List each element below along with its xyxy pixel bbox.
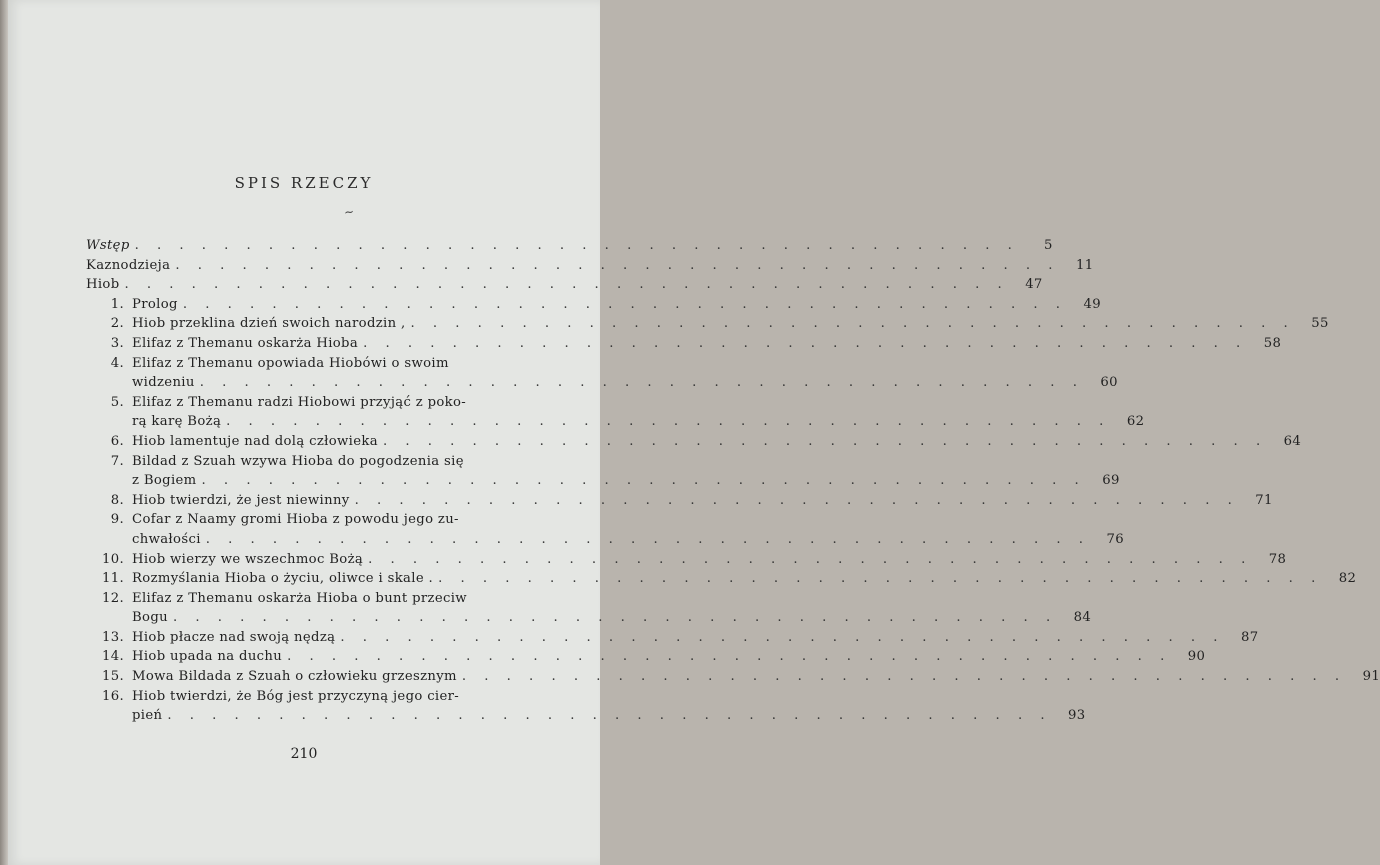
toc-entry-title: Bildad z Szuah wzywa Hioba do pogodzenia się xyxy=(132,453,464,469)
toc-page-number: 87 xyxy=(1241,629,1259,645)
toc-line xyxy=(86,275,1043,295)
toc-entry-title: Bogu xyxy=(132,610,168,626)
toc-line xyxy=(86,295,1101,315)
toc-entry-number: 15. xyxy=(101,669,124,685)
toc-entry-title: Wstęp xyxy=(86,238,130,253)
toc-entry-number: 1. xyxy=(110,296,124,312)
toc-entry-number: 13. xyxy=(101,629,124,645)
toc-line xyxy=(86,628,1259,648)
toc-entry xyxy=(86,295,1101,315)
toc-leader-dots: . . . . . . . . . . . . . . . . . . . . . . . . . . . . . . . . . . . . . . . . xyxy=(354,492,1239,508)
toc-entry-title: Hiob wierzy we wszechmoc Bożą xyxy=(132,551,364,567)
toc-leader-dots: . . . . . . . . . . . . . . . . . . . . . . . . . . . . . . . . . . . . . . . . xyxy=(199,375,1084,391)
toc-entry-title: z Bogiem xyxy=(132,473,197,489)
toc-entry-number: 5. xyxy=(110,394,124,410)
table-of-contents xyxy=(86,236,1380,726)
toc-page-number: 93 xyxy=(1068,708,1086,724)
toc-page-number: 71 xyxy=(1255,492,1273,508)
toc-entry-title: Prolog xyxy=(132,296,178,312)
toc-line xyxy=(86,647,1206,667)
toc-entry xyxy=(86,275,1043,295)
toc-leader-dots: . . . . . . . . . . . . . . . . . . . . . . . . . . . . . . . . . . . . . . . . xyxy=(410,316,1295,332)
toc-page-number: 91 xyxy=(1362,669,1380,685)
toc-entry-title: Hiob twierdzi, że jest niewinny xyxy=(132,492,350,508)
toc-line xyxy=(86,393,542,413)
toc-leader-dots: . . . . . . . . . . . . . . . . . . . . . . . . . . . . . . . . . . . . . . . . xyxy=(124,277,1009,293)
toc-page-number: 78 xyxy=(1268,551,1287,567)
toc-entry xyxy=(86,432,1302,452)
toc-page-number: 90 xyxy=(1187,649,1206,665)
toc-entry-title: chwałości xyxy=(132,531,201,547)
toc-entry-number: 10. xyxy=(101,551,124,567)
toc-leader-dots: . . . . . . . . . . . . . . . . . . . . . . . . . . . . . . . . . . . . . . . . xyxy=(205,531,1090,547)
toc-entry xyxy=(86,628,1259,648)
toc-page-number: 58 xyxy=(1263,335,1282,351)
toc-page-number: 11 xyxy=(1076,257,1094,273)
toc-line xyxy=(86,530,1124,550)
toc-line xyxy=(86,314,1329,334)
toc-entry xyxy=(86,569,1357,589)
toc-entry-title: Elifaz z Themanu opowiada Hiobówi o swoim xyxy=(132,355,449,371)
toc-page-number: 62 xyxy=(1126,414,1145,430)
toc-entry-title: Kaznodzieja xyxy=(86,257,171,273)
toc-line xyxy=(86,334,1282,354)
toc-leader-dots: . . . . . . . . . . . . . . . . . . . . . . . . . . . . . . . . . . . . . . . . xyxy=(363,335,1248,351)
toc-entry-number: 11. xyxy=(101,571,124,587)
toc-entry xyxy=(86,236,1053,256)
toc-line xyxy=(86,510,542,530)
toc-entry-number: 9. xyxy=(110,512,124,528)
toc-leader-dots: . . . . . . . . . . . . . . . . . . . . . . . . . . . . . . . . . . . . . . . . xyxy=(226,414,1111,430)
toc-page-number: 55 xyxy=(1311,316,1329,332)
toc-leader-dots: . . . . . . . . . . . . . . . . . . . . . . . . . . . . . . . . . . . . . . . . xyxy=(175,257,1060,273)
toc-page-number: 64 xyxy=(1283,433,1302,449)
toc-entry-title: Elifaz z Themanu radzi Hiobowi przyjąć z poko- xyxy=(132,394,467,410)
toc-entry-title: Mowa Bildada z Szuah o człowieku grzesznym xyxy=(132,669,457,685)
toc-line xyxy=(86,236,1053,256)
book-spine-edge xyxy=(0,0,8,865)
toc-page-number: 82 xyxy=(1338,571,1357,587)
toc-line xyxy=(86,687,542,707)
toc-entry-title: Hiob xyxy=(86,277,120,293)
toc-leader-dots: . . . . . . . . . . . . . . . . . . . . . . . . . . . . . . . . . . . . . . . . xyxy=(182,296,1067,312)
toc-entry xyxy=(86,667,1380,687)
toc-line xyxy=(86,667,1380,687)
toc-line xyxy=(86,412,1145,432)
toc-entry xyxy=(86,550,1287,570)
toc-line xyxy=(86,373,1118,393)
toc-leader-dots: . . . . . . . . . . . . . . . . . . . . . . . . . . . . . . . . . . . . . . . . xyxy=(172,610,1058,626)
toc-entry-title: Hiob przeklina dzień swoich narodzin , xyxy=(132,316,406,332)
toc-entry-title: Rozmyślania Hioba o życiu, oliwce i skale . xyxy=(132,571,434,587)
toc-leader-dots: . . . . . . . . . . . . . . . . . . . . . . . . . . . . . . . . . . . . . . . . xyxy=(201,473,1086,489)
toc-page-number: 69 xyxy=(1102,473,1120,489)
toc-line xyxy=(86,550,1287,570)
toc-entry-number: 14. xyxy=(101,649,124,665)
toc-page-number: 60 xyxy=(1100,375,1118,391)
toc-line xyxy=(86,608,1092,628)
toc-entry xyxy=(86,314,1329,334)
toc-entry xyxy=(86,354,1118,393)
toc-entry xyxy=(86,491,1273,511)
toc-leader-dots: . . . . . . . . . . . . . . . . . . . . . . . . . . . . . . . . . . . . . . . . xyxy=(340,629,1225,645)
toc-entry-number: 12. xyxy=(101,590,124,606)
toc-entry-number: 16. xyxy=(101,688,124,704)
toc-leader-dots: . . . . . . . . . . . . . . . . . . . . . . . . . . . . . . . . . . . . . . . . xyxy=(134,238,1019,253)
ink-mark: ~ xyxy=(343,204,355,220)
toc-entry-title: Cofar z Naamy gromi Hioba z powodu jego zu- xyxy=(132,512,459,528)
toc-page-number: 47 xyxy=(1025,277,1043,293)
toc-entry-title: Hiob lamentuje nad dolą człowieka xyxy=(132,433,378,449)
toc-line xyxy=(86,452,542,472)
toc-leader-dots: . . . . . . . . . . . . . . . . . . . . . . . . . . . . . . . . . . . . . . . . xyxy=(382,433,1268,449)
toc-page-number: 76 xyxy=(1106,531,1124,547)
toc-line xyxy=(86,256,1094,276)
toc-entry-number: 3. xyxy=(110,335,124,351)
toc-entry-number: 6. xyxy=(110,433,124,449)
toc-page-number: 49 xyxy=(1083,296,1101,312)
toc-entry-title: Hiob twierdzi, że Bóg jest przyczyną jego cier- xyxy=(132,688,460,704)
toc-line xyxy=(86,589,542,609)
toc-entry-number: 2. xyxy=(110,316,124,332)
toc-page-number: 84 xyxy=(1073,610,1092,626)
toc-entry xyxy=(86,647,1206,667)
toc-line xyxy=(86,706,1086,726)
toc-entry-number: 4. xyxy=(110,355,124,371)
toc-entry xyxy=(86,589,1092,628)
toc-line xyxy=(86,354,542,374)
toc-entry-title: Elifaz z Themanu oskarża Hioba o bunt przeciw xyxy=(132,590,467,606)
book-page xyxy=(8,0,1380,865)
toc-leader-dots: . . . . . . . . . . . . . . . . . . . . . . . . . . . . . . . . . . . . . . . . xyxy=(167,708,1052,724)
toc-entry-title: widzeniu xyxy=(132,375,195,391)
toc-leader-dots: . . . . . . . . . . . . . . . . . . . . . . . . . . . . . . . . . . . . . . . . xyxy=(368,551,1253,567)
toc-entry-title: Elifaz z Themanu oskarża Hioba xyxy=(132,335,359,351)
toc-entry xyxy=(86,452,1120,491)
toc-entry-title: pień xyxy=(132,708,163,724)
toc-line xyxy=(86,491,1273,511)
toc-page-number: 5 xyxy=(1044,238,1053,253)
toc-entry-title: Hiob płacze nad swoją nędzą xyxy=(132,629,336,645)
page-title: SPIS RZECZY xyxy=(234,174,374,192)
toc-line xyxy=(86,471,1120,491)
toc-leader-dots: . . . . . . . . . . . . . . . . . . . . . . . . . . . . . . . . . . . . . . . . xyxy=(438,571,1323,587)
toc-entry-number: 8. xyxy=(110,492,124,508)
toc-line xyxy=(86,569,1357,589)
toc-line xyxy=(86,432,1302,452)
toc-entry-title: Hiob upada na duchu xyxy=(132,649,283,665)
toc-entry xyxy=(86,510,1124,549)
toc-leader-dots: . . . . . . . . . . . . . . . . . . . . . . . . . . . . . . . . . . . . . . . . xyxy=(287,649,1172,665)
toc-entry xyxy=(86,393,1145,432)
toc-entry xyxy=(86,687,1086,726)
toc-entry xyxy=(86,334,1282,354)
toc-entry-title: rą karę Bożą xyxy=(132,414,222,430)
toc-entry-number: 7. xyxy=(110,453,124,469)
toc-leader-dots: . . . . . . . . . . . . . . . . . . . . . . . . . . . . . . . . . . . . . . . . xyxy=(461,669,1347,685)
toc-entry xyxy=(86,256,1094,276)
page-number: 210 xyxy=(290,746,318,762)
